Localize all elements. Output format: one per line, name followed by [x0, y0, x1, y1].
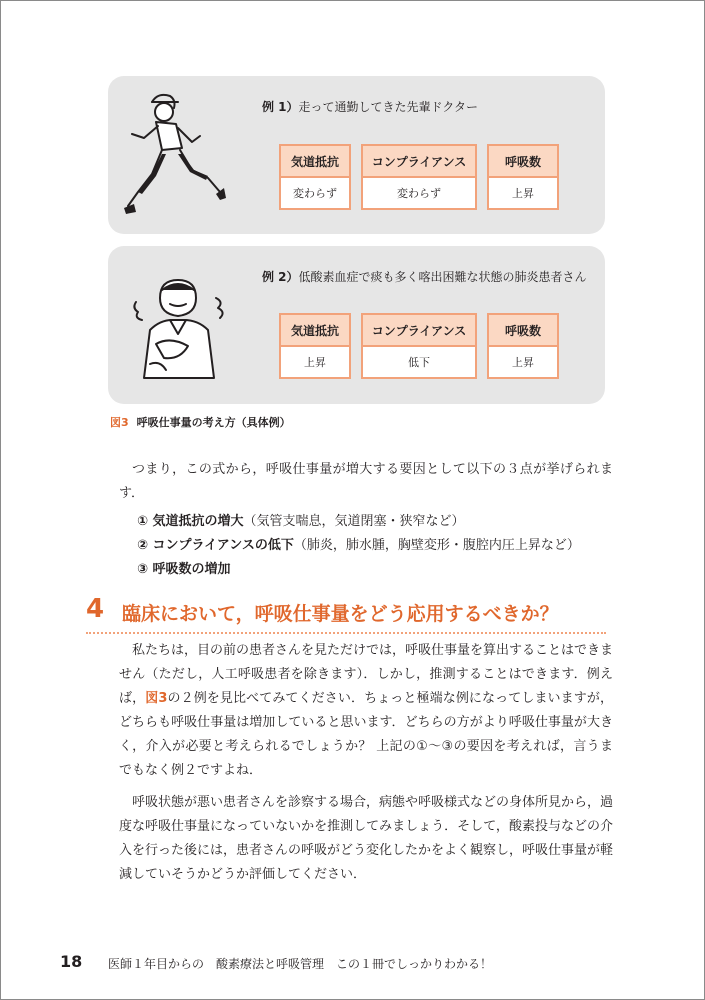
- figure-caption: [110, 414, 291, 430]
- section-title: 臨床において，呼吸仕事量をどう応用するべきか？: [122, 603, 559, 625]
- paragraph-assessment: [119, 791, 613, 887]
- figure-caption-text: 呼吸仕事量の考え方（具体例）: [136, 416, 291, 429]
- example1-col-respiratory-rate: [487, 144, 559, 210]
- list-item-bold: ③ 呼吸数の増加: [137, 562, 231, 577]
- table-header: 気道抵抗: [281, 146, 349, 178]
- page-number: 18: [60, 952, 83, 971]
- list-item: [137, 558, 580, 582]
- paragraph-estimation: [119, 639, 613, 783]
- example1-col-airway-resistance: [279, 144, 351, 210]
- running-doctor-illustration: [122, 88, 226, 224]
- example1-col-compliance: [361, 144, 477, 210]
- list-item-detail: （肺炎，肺水腫，胸壁変形・腹腔内圧上昇など）: [293, 538, 580, 553]
- example1-label: [262, 98, 478, 115]
- table-value: 変わらず: [293, 187, 337, 200]
- list-item: [137, 510, 580, 534]
- table-header: コンプライアンス: [363, 315, 475, 347]
- example2-label-prefix: 例 2）: [262, 270, 299, 284]
- footer-book-title: 医師１年目からの 酸素療法と呼吸管理 この１冊でしっかりわかる！: [108, 957, 493, 971]
- table-header: 呼吸数: [489, 315, 557, 347]
- table-value: 上昇: [512, 187, 534, 200]
- dyspneic-patient-illustration: [130, 274, 230, 384]
- list-item-bold: ① 気道抵抗の増大: [137, 514, 244, 529]
- example2-col-respiratory-rate: [487, 313, 559, 379]
- table-value: 上昇: [512, 356, 534, 369]
- example2-col-airway-resistance: [279, 313, 351, 379]
- table-value: 変わらず: [397, 187, 441, 200]
- table-header: 気道抵抗: [281, 315, 349, 347]
- figure-caption-number: 図3: [110, 416, 129, 429]
- table-header: コンプライアンス: [363, 146, 475, 178]
- paragraph-text: 呼吸状態が悪い患者さんを診察する場合，病態や呼吸様式などの身体所見から，過度な呼吸仕事量になっていないかを推測してみましょう．そして，酸素投与などの介入を行った後には，患者さんの呼吸がどう変化したかをよく観察し，呼吸仕事量が軽減していそうかどうか評価してください．: [119, 795, 614, 882]
- paragraph-text: [119, 639, 613, 783]
- example1-panel: [108, 76, 605, 234]
- figure-reference-link[interactable]: 図3: [145, 691, 168, 706]
- example2-panel: [108, 246, 605, 404]
- paragraph-factors-intro: [119, 458, 613, 506]
- paragraph-text-part2: の２例を見比べてみてください．ちょっと極端な例になってしまいますが，どちらも呼吸仕事量は増加していると思います．どちらの方がより呼吸仕事量が大きく，介入が必要と考えられるでしょうか？ 上記の①〜③の要因を考えれば，言うまでもなく例２ですよね．: [119, 691, 613, 778]
- factor-list: [137, 510, 580, 582]
- section-heading: [86, 596, 606, 632]
- example2-label-text: 低酸素血症で痰も多く喀出困難な状態の肺炎患者さん: [298, 270, 587, 284]
- section-divider: [86, 632, 606, 634]
- section-number: 4: [86, 594, 105, 624]
- example2-col-compliance: [361, 313, 477, 379]
- example1-label-text: 走って通勤してきた先輩ドクター: [298, 100, 479, 114]
- table-value: 低下: [408, 356, 430, 369]
- list-item: [137, 534, 580, 558]
- example2-label: [262, 268, 587, 285]
- paragraph-text: つまり，この式から，呼吸仕事量が増大する要因として以下の３点が挙げられます．: [119, 462, 613, 501]
- list-item-bold: ② コンプライアンスの低下: [137, 538, 294, 553]
- table-header: 呼吸数: [489, 146, 557, 178]
- example1-label-prefix: 例 1）: [262, 100, 299, 114]
- list-item-detail: （気管支喘息，気道閉塞・狭窄など）: [243, 514, 465, 529]
- paragraph-text-part1: 私たちは，目の前の患者さんを見ただけでは，呼吸仕事量を算出することはできません（ただし，人工呼吸患者を除きます）．しかし，推測することはできます．例えば，: [119, 643, 614, 706]
- table-value: 上昇: [304, 356, 326, 369]
